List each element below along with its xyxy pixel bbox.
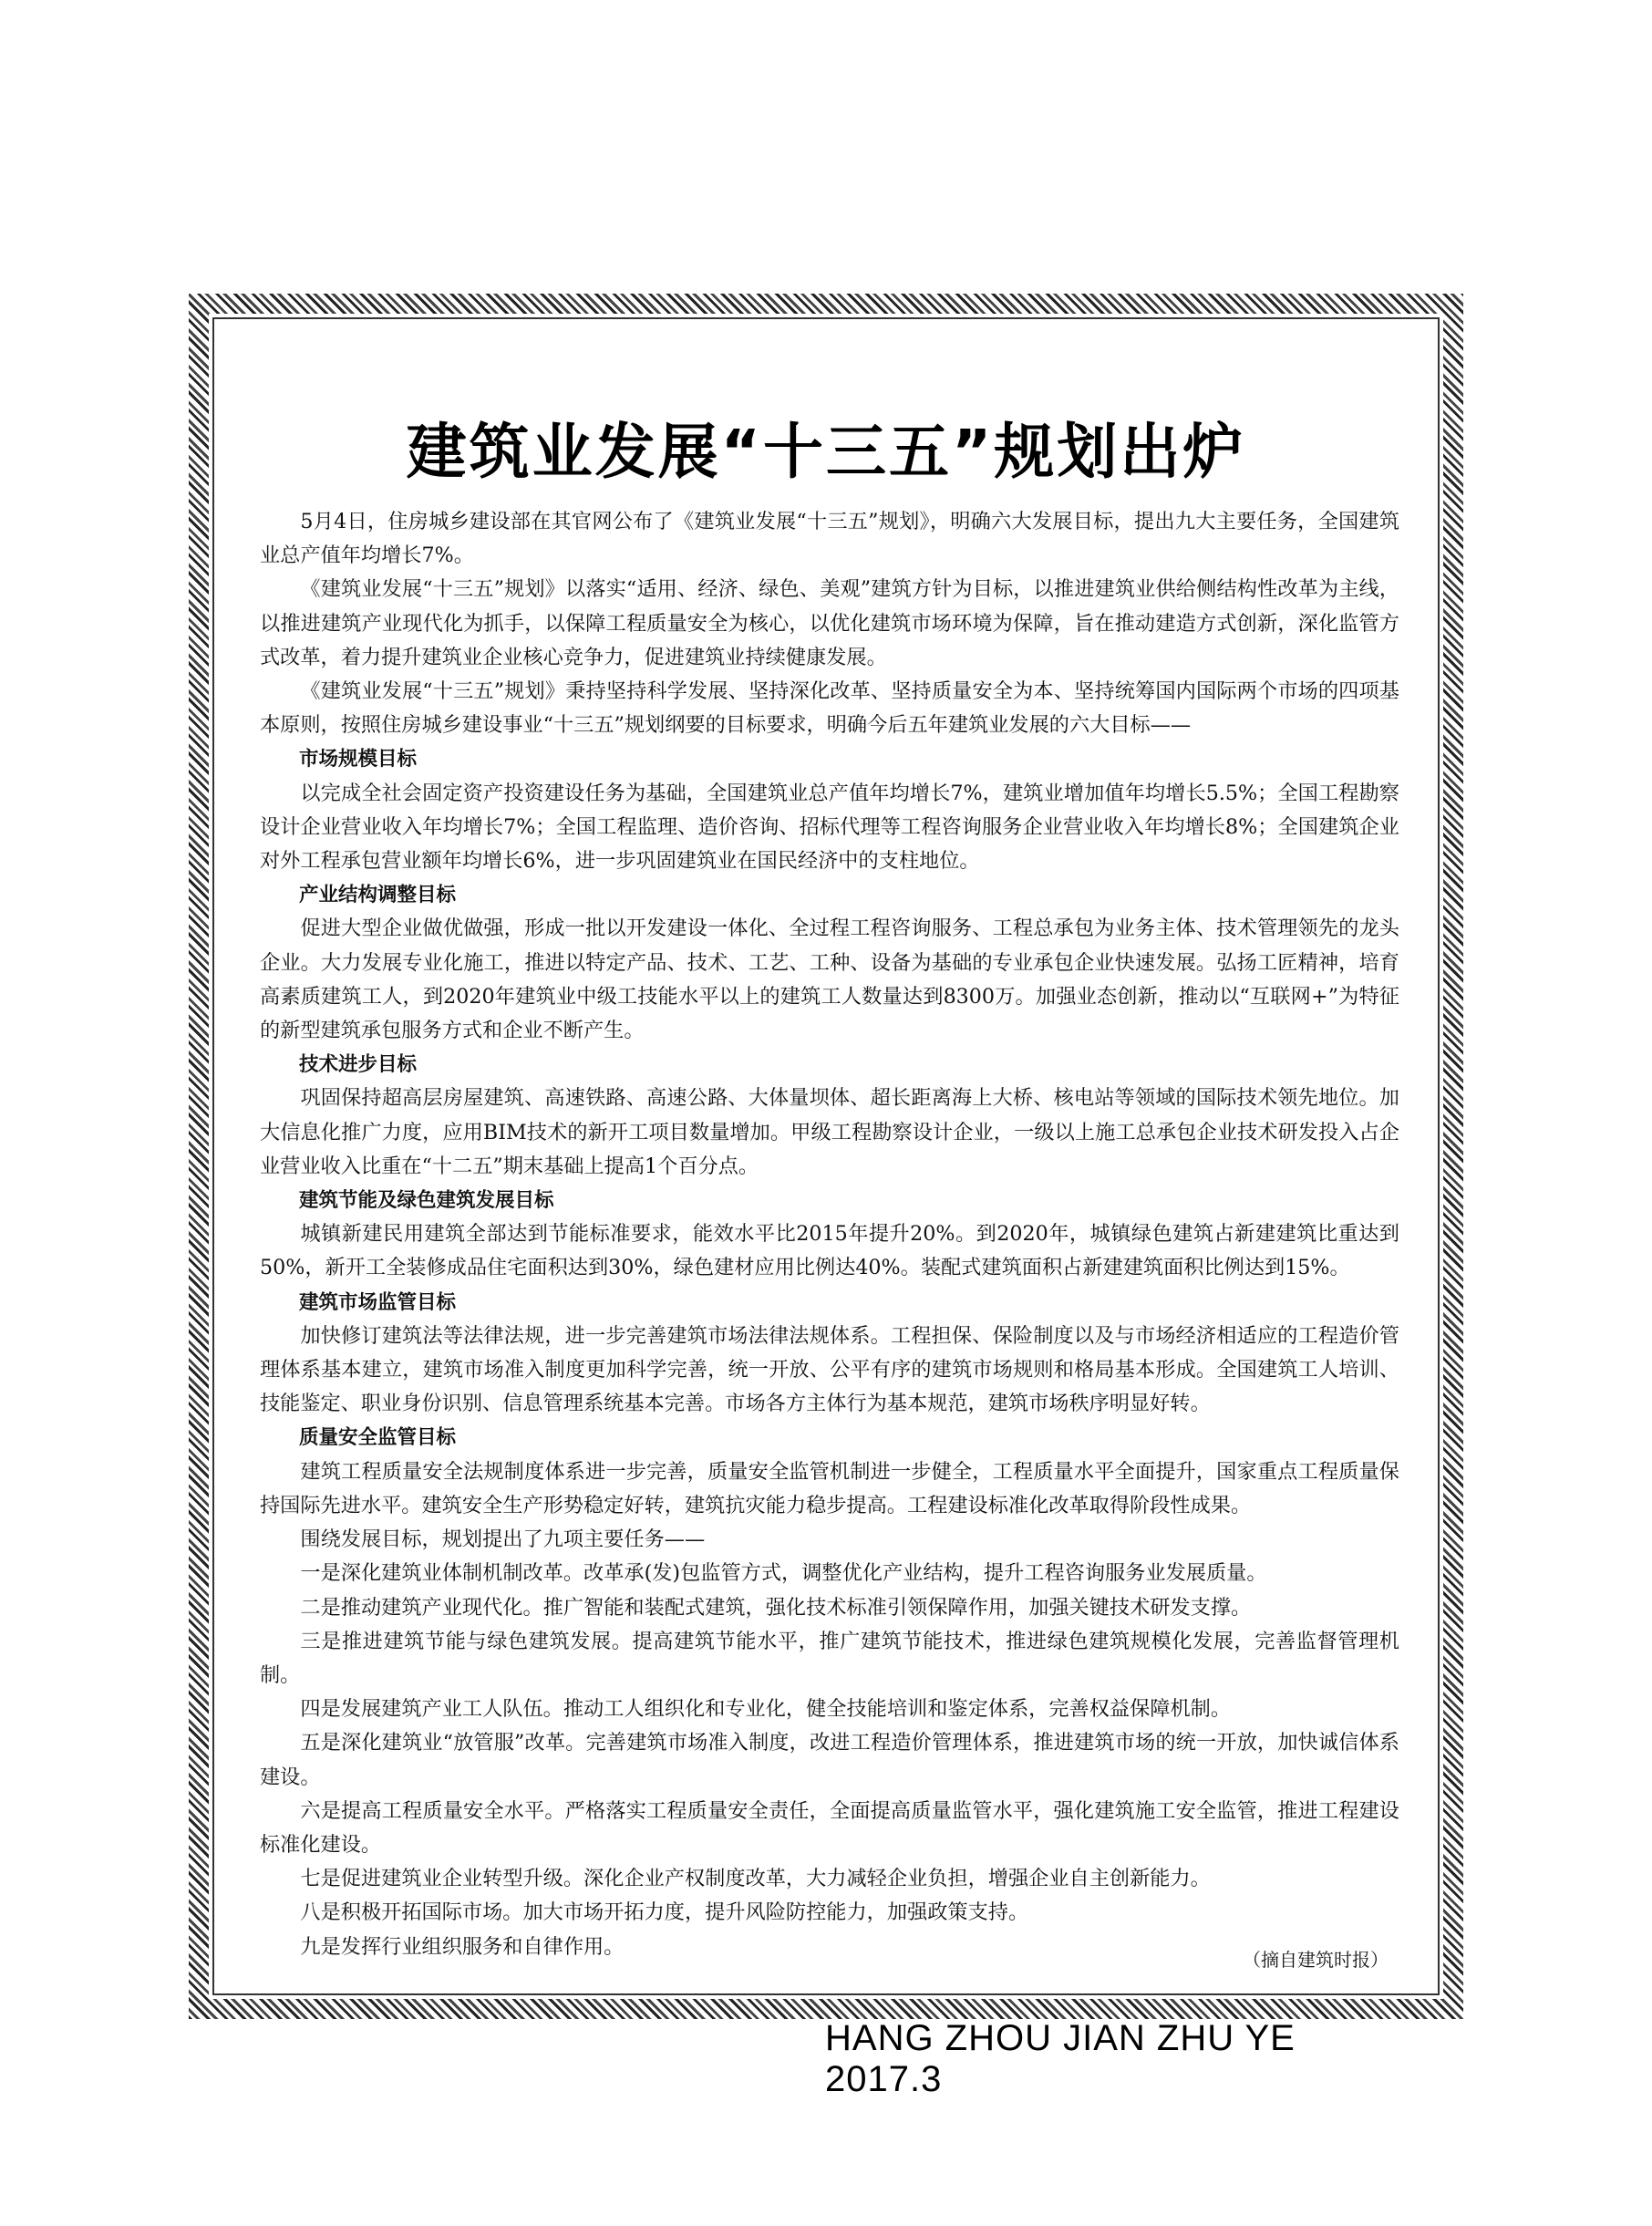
section-heading: 建筑节能及绿色建筑发展目标 <box>299 1189 554 1213</box>
task-item: 三是推进建筑节能与绿色建筑发展。提高建筑节能水平，推广建筑节能技术，推进绿色建筑规模化发展，完善监督管理机制。 <box>260 1629 1399 1687</box>
section-heading: 建筑市场监管目标 <box>299 1290 457 1314</box>
article-title: 建筑业发展“十三五”规划出炉 <box>406 417 1246 487</box>
paragraph: 加快修订建筑法等法律法规，进一步完善建筑市场法律法规体系。工程担保、保险制度以及与市场经济相适应的工程造价管理体系基本建立，建筑市场准入制度更加科学完善，统一开放、公平有序的建筑市场规则和格局基本形成。全国建筑工人培训、技能鉴定、职业身份识别、信息管理系统基本完善。市场各方主体行为基本规范，建筑市场秩序明显好转。 <box>260 1323 1399 1416</box>
task-item: 九是发挥行业组织服务和自律作用。 <box>300 1934 625 1959</box>
article-body <box>260 505 1399 1964</box>
task-item: 六是提高工程质量安全水平。严格落实工程质量安全责任，全面提高质量监管水平，强化建筑施工安全监管，推进工程建设标准化建设。 <box>260 1798 1399 1857</box>
task-item: 一是深化建筑业体制机制改革。改革承(发)包监管方式，调整优化产业结构，提升工程咨询服务业发展质量。 <box>300 1561 1267 1586</box>
source-note: （摘自建筑时报） <box>1243 1949 1389 1971</box>
paragraph: 以完成全社会固定资产投资建设任务为基础，全国建筑业总产值年均增长7%，建筑业增加值年均增长5.5%；全国工程勘察设计企业营业收入年均增长7%；全国工程监理、造价咨询、招标代理等工程咨询服务企业营业收入年均增长8%；全国建筑企业对外工程承包营业额年均增长6%，进一步巩固建筑业在国民经济中的支柱地位。 <box>260 781 1399 874</box>
journal-footer: HANG ZHOU JIAN ZHU YE 2017.3 <box>825 2018 1296 2099</box>
decorative-border <box>189 294 1463 2019</box>
task-item: 七是促进建筑业企业转型升级。深化企业产权制度改革，大力减轻企业负担，增强企业自主创新能力。 <box>300 1867 1211 1891</box>
paragraph: 《建筑业发展“十三五”规划》以落实“适用、经济、绿色、美观”建筑方针为目标，以推进建筑业供给侧结构性改革为主线，以推进建筑产业现代化为抓手，以保障工程质量安全为核心，以优化建筑市场环境为保障，旨在推动建造方式创新，深化监管方式改革，着力提升建筑业企业核心竞争力，促进建筑业持续健康发展。 <box>260 577 1399 669</box>
task-item: 五是深化建筑业“放管服”改革。完善建筑市场准入制度，改进工程造价管理体系，推进建筑市场的统一开放，加快诚信体系建设。 <box>260 1731 1399 1789</box>
paragraph: 围绕发展目标，规划提出了九项主要任务—— <box>300 1527 706 1552</box>
section-heading: 市场规模目标 <box>299 748 418 771</box>
paragraph: 5月4日，住房城乡建设部在其官网公布了《建筑业发展“十三五”规划》，明确六大发展目标，提出九大主要任务，全国建筑业总产值年均增长7%。 <box>260 510 1399 568</box>
paragraph: 《建筑业发展“十三五”规划》秉持坚持科学发展、坚持深化改革、坚持质量安全为本、坚持统筹国内国际两个市场的四项基本原则，按照住房城乡建设事业“十三五”规划纲要的目标要求，明确今后五年建筑业发展的六大目标—— <box>260 679 1399 738</box>
paragraph: 建筑工程质量安全法规制度体系进一步完善，质量安全监管机制进一步健全，工程质量水平全面提升，国家重点工程质量保持国际先进水平。建筑安全生产形势稳定好转，建筑抗灾能力稳步提高。工程建设标准化改革取得阶段性成果。 <box>260 1459 1399 1517</box>
paragraph: 城镇新建民用建筑全部达到节能标准要求，能效水平比2015年提升20%。到2020年，城镇绿色建筑占新建建筑比重达到50%，新开工全装修成品住宅面积达到30%，绿色建材应用比例达40%。装配式建筑面积占新建建筑面积比例达到15%。 <box>260 1222 1399 1280</box>
section-heading: 产业结构调整目标 <box>299 884 457 907</box>
section-heading: 质量安全监管目标 <box>299 1426 457 1450</box>
section-heading: 技术进步目标 <box>299 1053 418 1077</box>
paragraph: 巩固保持超高层房屋建筑、高速铁路、高速公路、大体量坝体、超长距离海上大桥、核电站等领域的国际技术领先地位。加大信息化推广力度，应用BIM技术的新开工项目数量增加。甲级工程勘察设计企业，一级以上施工总承包企业技术研发投入占企业营业收入比重在“十二五”期末基础上提高1个百分点。 <box>260 1086 1399 1178</box>
task-item: 四是发展建筑产业工人队伍。推动工人组织化和专业化，健全技能培训和鉴定体系，完善权益保障机制。 <box>300 1697 1232 1722</box>
paragraph: 促进大型企业做优做强，形成一批以开发建设一体化、全过程工程咨询服务、工程总承包为业务主体、技术管理领先的龙头企业。大力发展专业化施工，推进以特定产品、技术、工艺、工种、设备为基础的专业承包企业快速发展。弘扬工匠精神，培育高素质建筑工人，到2020年建筑业中级工技能水平以上的建筑工人数量达到8300万。加强业态创新，推动以“互联网+”为特征的新型建筑承包服务方式和企业不断产生。 <box>260 916 1399 1043</box>
task-item: 八是积极开拓国际市场。加大市场开拓力度，提升风险防控能力，加强政策支持。 <box>300 1900 1029 1925</box>
task-item: 二是推动建筑产业现代化。推广智能和装配式建筑，强化技术标准引领保障作用，加强关键技术研发支撑。 <box>300 1595 1252 1620</box>
